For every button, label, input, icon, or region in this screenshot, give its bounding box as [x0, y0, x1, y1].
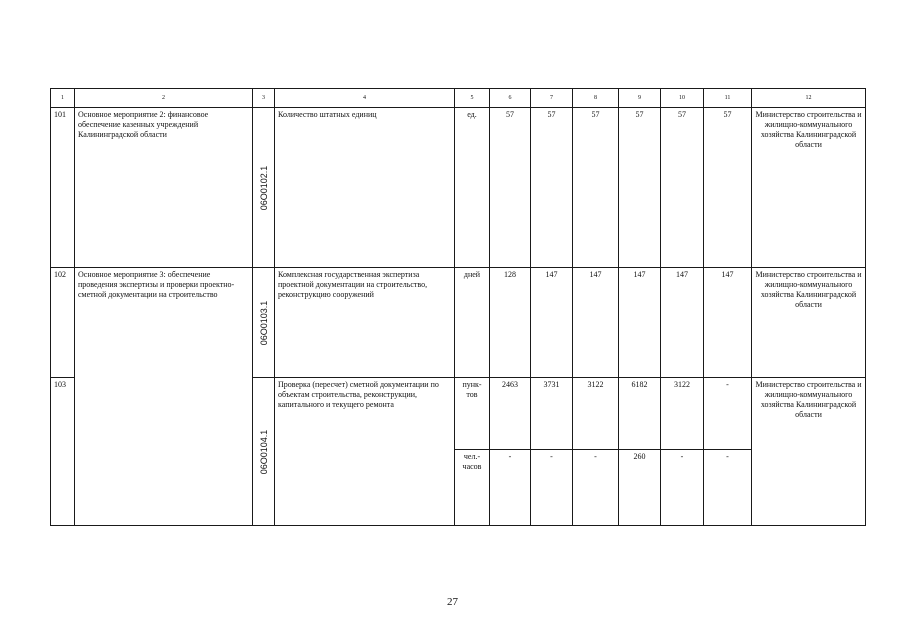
value-cell: 57 — [573, 108, 619, 268]
unit-cell: чел.-часов — [455, 450, 490, 526]
unit-cell: пунк-тов — [455, 378, 490, 450]
value-cell: 57 — [704, 108, 752, 268]
value-cell: 57 — [531, 108, 573, 268]
code-text: 06О0103.1 — [258, 300, 269, 345]
code-cell — [253, 378, 275, 526]
value-cell: 147 — [661, 268, 704, 378]
header-cell: 5 — [455, 89, 490, 108]
event-cell: Основное мероприятие 2: финансовое обеспечение казенных учреждений Калининградской области — [75, 108, 253, 268]
value-cell: 147 — [531, 268, 573, 378]
header-cell: 4 — [275, 89, 455, 108]
value-cell: 2463 — [490, 378, 531, 450]
header-cell: 2 — [75, 89, 253, 108]
header-cell: 11 — [704, 89, 752, 108]
value-cell: - — [490, 450, 531, 526]
row-number: 101 — [51, 108, 75, 268]
header-cell: 6 — [490, 89, 531, 108]
header-cell: 9 — [619, 89, 661, 108]
value-cell: - — [531, 450, 573, 526]
code-cell — [253, 108, 275, 268]
table-row — [51, 268, 866, 378]
indicator-cell: Комплексная государственная экспертиза проектной документации на строительство, реконструкцию сооружений — [275, 268, 455, 378]
value-cell: 57 — [661, 108, 704, 268]
value-cell: 3731 — [531, 378, 573, 450]
header-row — [51, 89, 866, 108]
page-number: 27 — [447, 596, 458, 608]
header-cell: 3 — [253, 89, 275, 108]
value-cell: 260 — [619, 450, 661, 526]
event-cell: Основное мероприятие 3: обеспечение проведения экспертизы и проверки проектно-сметной документации на строительство — [75, 268, 253, 526]
value-cell: 128 — [490, 268, 531, 378]
program-indicators-table — [50, 88, 866, 526]
indicator-cell: Количество штатных единиц — [275, 108, 455, 268]
value-cell: - — [704, 378, 752, 450]
value-cell: 3122 — [661, 378, 704, 450]
value-cell: - — [661, 450, 704, 526]
value-cell: - — [704, 450, 752, 526]
header-cell: 7 — [531, 89, 573, 108]
header-cell: 10 — [661, 89, 704, 108]
row-number: 103 — [51, 378, 75, 526]
code-cell — [253, 268, 275, 378]
value-cell: 147 — [704, 268, 752, 378]
unit-cell: дней — [455, 268, 490, 378]
row-number: 102 — [51, 268, 75, 378]
value-cell: 6182 — [619, 378, 661, 450]
indicator-cell: Проверка (пересчет) сметной документации по объектам строительства, реконструкции, капитального и текущего ремонта — [275, 378, 455, 526]
header-cell: 1 — [51, 89, 75, 108]
ministry-cell: Министерство строительства и жилищно-коммунального хозяйства Калининградской области — [752, 378, 866, 526]
value-cell: 3122 — [573, 378, 619, 450]
code-text: 06О0104.1 — [258, 429, 269, 474]
header-cell: 12 — [752, 89, 866, 108]
value-cell: 57 — [490, 108, 531, 268]
value-cell: 147 — [619, 268, 661, 378]
ministry-cell: Министерство строительства и жилищно-коммунального хозяйства Калининградской области — [752, 108, 866, 268]
unit-cell: ед. — [455, 108, 490, 268]
ministry-cell: Министерство строительства и жилищно-коммунального хозяйства Калининградской области — [752, 268, 866, 378]
value-cell: - — [573, 450, 619, 526]
value-cell: 147 — [573, 268, 619, 378]
table-row — [51, 108, 866, 268]
code-text: 06О0102.1 — [258, 165, 269, 210]
header-cell: 8 — [573, 89, 619, 108]
value-cell: 57 — [619, 108, 661, 268]
